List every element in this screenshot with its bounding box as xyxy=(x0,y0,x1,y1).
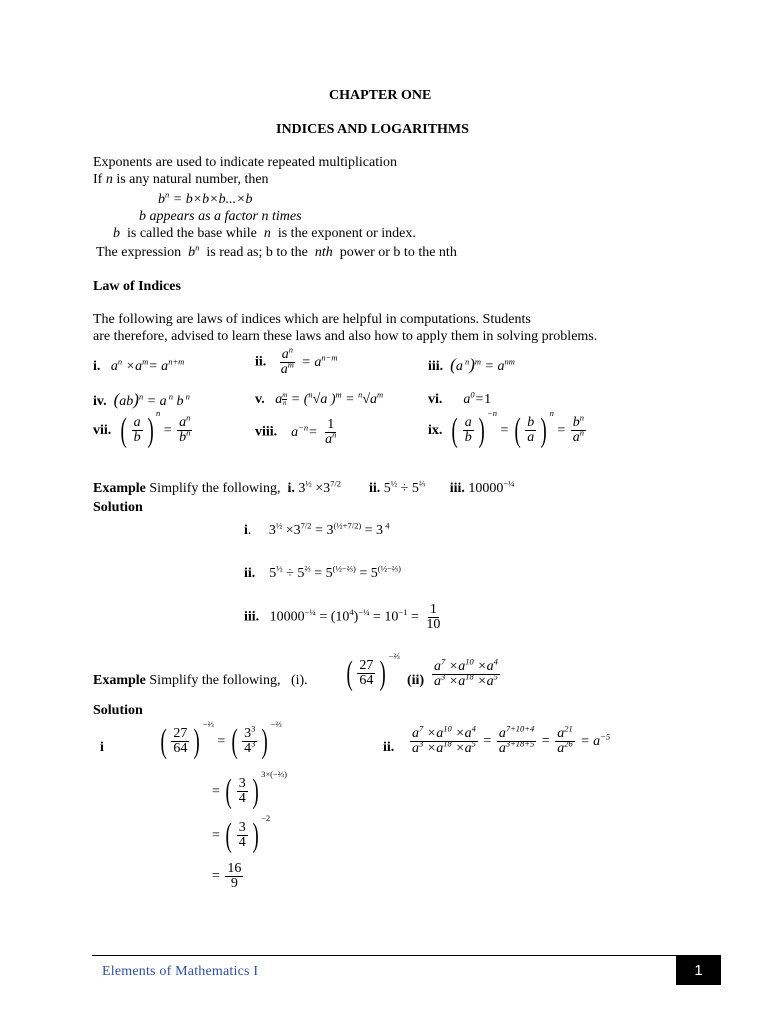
solution-2-i-step-2: = ( $\frac{3}{4}$ ) $^{3\times(-\frac{2}{3})}$ xyxy=(212,769,287,810)
law-iii: iii. (a $^n)^m = a^{nm}$ xyxy=(428,355,515,374)
law-ix: ix. ( $\frac{a}{b}$ ) $^{-n}$ = ( $\frac{b}{a}$ ) $^n$ = $\frac{b^n}{a^n}$ xyxy=(428,408,585,449)
example-2-expression-ii: $\frac{a^7 \times a^{10} \times a^4}{a^3 \times a^{18} \times a^5}$ xyxy=(434,656,498,689)
laws-paragraph-2: are therefore, advised to learn these laws and also how to apply them in solving problems. xyxy=(93,329,598,344)
page-number: 1 xyxy=(676,955,721,985)
law-ii: ii. $\frac{a^n}{a^m}$ = $a^{n-m}$ xyxy=(255,344,338,377)
intro-line-1: Exponents are used to indicate repeated multiplication xyxy=(93,155,398,170)
law-vi: vi. $a^0=1$ xyxy=(428,389,492,407)
solution-2-ii-label: ii. xyxy=(383,740,395,755)
factor-note: b appears as a factor n times xyxy=(139,209,302,224)
example-2-part-ii-label: (ii) xyxy=(407,673,425,688)
solution-1-iii: iii. $10000^{-\frac{1}{4}} = (10^4)^{-\frac{1}{4}} = 10^{-1}$ = $\frac{1}{10}$ xyxy=(244,602,441,632)
example-1-solution-label: Solution xyxy=(93,500,143,515)
chapter-heading: CHAPTER ONE xyxy=(329,88,432,103)
example-2-solution-label: Solution xyxy=(93,703,143,718)
law-v: v. a $\frac{m}{n}$ = ($^n$√a )$^m = ^n√a^m$ xyxy=(255,389,384,408)
law-viii: viii. $a^{-n}=$ $\frac{1}{a^n}$ xyxy=(255,417,337,447)
read-note: The expression $b^n$ is read as; b to the nth power or b to the nth xyxy=(96,242,457,260)
law-iv: iv. (ab)$^n$ = a $^n$ b $^n$ xyxy=(93,390,190,409)
intro-line-2: If n is any natural number, then xyxy=(93,172,269,187)
laws-paragraph-1: The following are laws of indices which are helpful in computations. Students xyxy=(93,312,531,327)
law-i: i. $a^n \times a^m= a^{n+m}$ xyxy=(93,356,185,374)
laws-heading: Law of Indices xyxy=(93,279,181,294)
solution-2-i-step-1: ( $\frac{27}{64}$ ) $^{-\frac{2}{3}}$ = ( $\frac{3^3}{4^3}$ ) $^{-\frac{2}{3}}$ xyxy=(160,719,282,760)
base-note: b is called the base while n is the exponent or index. xyxy=(113,226,416,241)
example-1-prompt: Example Simplify the following, i. $3^{\frac{1}{2}} \times 3^{7/2}$ ii. $5^{\frac{1}{2}} \div 5^{\frac{2}{3}}$ iii. $10000^{-\frac{1}{4}}$ xyxy=(93,478,515,496)
law-vii: vii. ( $\frac{a}{b}$ ) $^n$ = $\frac{a^n}{b^n}$ xyxy=(93,408,191,449)
solution-2-ii-steps: $\frac{a^7 \times a^{10} \times a^4}{a^3 \times a^{18} \times a^5}$ = $\frac{a^{7+10+4}}{a^{3+18+5}}$ = $\frac{a^{21}}{a^{26}}$ = $a^{-5}$ xyxy=(412,723,611,756)
footer-book-title: Elements of Mathematics I xyxy=(102,964,259,979)
solution-2-i-step-3: = ( $\frac{3}{4}$ ) $^{-2}$ xyxy=(212,813,271,854)
solution-2-i-label: i xyxy=(100,740,104,755)
solution-1-ii: ii. $5^{\frac{1}{2}} \div 5^{\frac{2}{3}} = 5^{(\frac{1}{2}-\frac{2}{3})} = 5^{(\frac{1}{2}-\frac{2}{3})}$ xyxy=(244,563,401,581)
repeated-product-formula: $b^n = b\times b\times b...\times b$ xyxy=(158,189,253,207)
page-title: INDICES AND LOGARITHMS xyxy=(276,122,469,137)
solution-1-i: i. $3^{\frac{1}{2}} \times 3^{7/2} = 3^{(\frac{1}{2}+7/2)} = 3$ $^4$ xyxy=(244,520,390,538)
example-2-prompt: Example Simplify the following, (i). xyxy=(93,673,308,688)
example-2-expression-i: ( $\frac{27}{64}$ ) $^{-\frac{2}{3}}$ xyxy=(346,651,400,692)
footer-rule xyxy=(92,955,678,956)
solution-2-i-result: = $\frac{16}{9}$ xyxy=(212,861,242,891)
